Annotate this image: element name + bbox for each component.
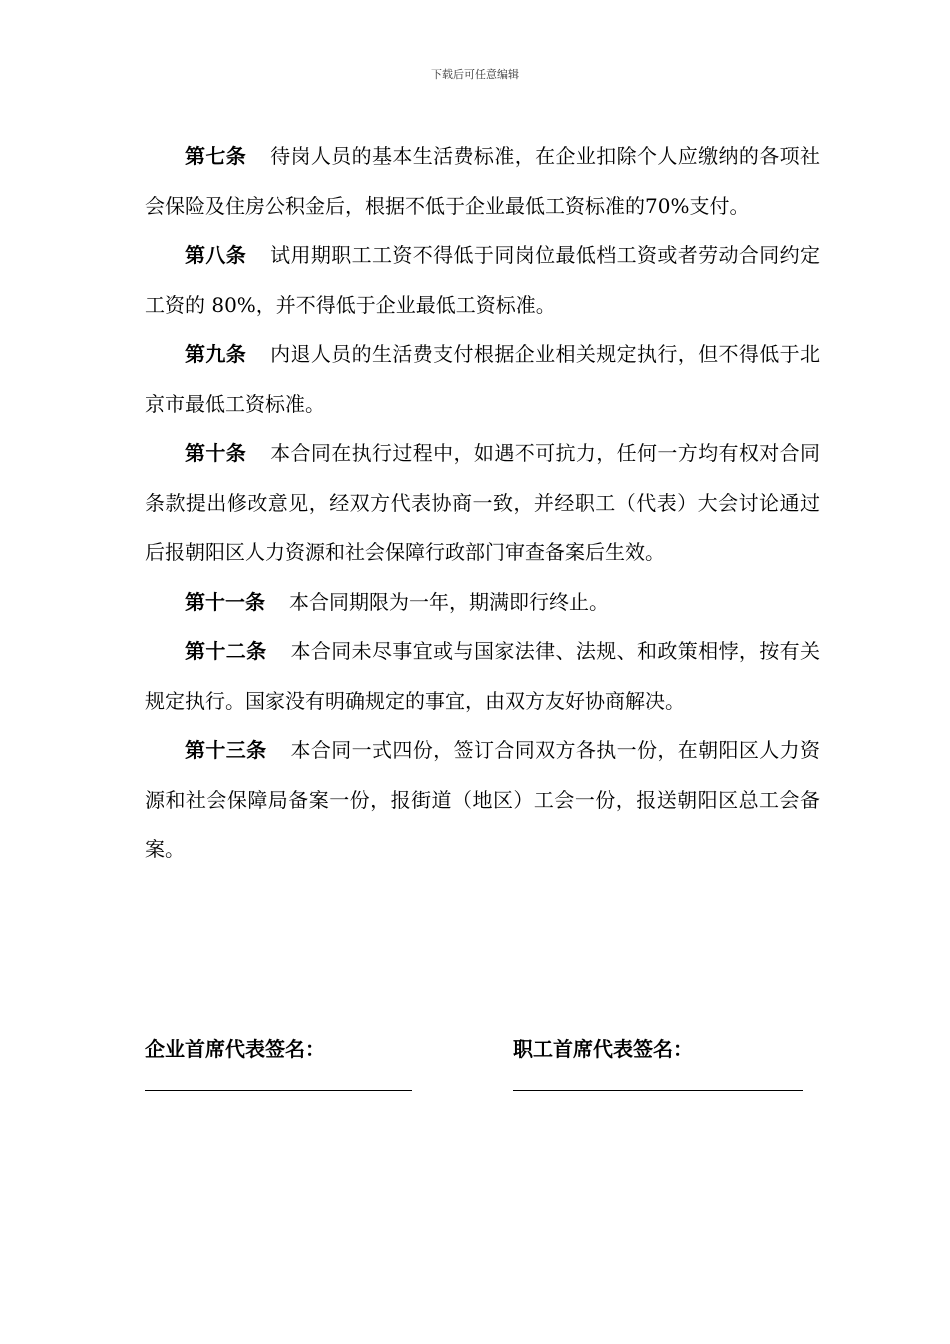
article-heading: 第十二条: [185, 639, 267, 663]
article-9: [145, 330, 820, 429]
article-heading: 第十一条: [185, 589, 265, 614]
article-text: 本合同未尽事宜或与国家法律、法规、和政策相悖，按有关规定执行。国家没有明确规定的事宜，由双方友好协商解决。: [145, 639, 821, 713]
article-13: [145, 726, 820, 875]
article-heading: 第七条: [185, 144, 247, 168]
page-header: 下载后可任意编辑: [431, 68, 519, 81]
article-text: 内退人员的生活费支付根据企业相关规定执行，但不得低于北京市最低工资标准。: [145, 342, 821, 416]
article-text: 待岗人员的基本生活费标准，在企业扣除个人应缴纳的各项社会保险及住房公积金后，根据不低于企业最低工资标准的70%支付。: [145, 144, 821, 218]
article-heading: 第八条: [185, 243, 247, 267]
article-heading: 第十条: [185, 441, 247, 465]
article-heading: 第十三条: [185, 738, 267, 762]
enterprise-signature-label: 企业首席代表签名：: [145, 1037, 325, 1061]
contract-body: [145, 132, 820, 875]
enterprise-signature-line: [145, 1090, 412, 1091]
article-text: 本合同期限为一年，期满即行终止。: [289, 589, 609, 614]
employee-signature-label: 职工首席代表签名：: [513, 1037, 693, 1061]
article-text: 试用期职工工资不得低于同岗位最低档工资或者劳动合同约定工资的 80%，并不得低于企业最低工资标准。: [145, 243, 821, 317]
article-8: [145, 231, 820, 330]
article-11: [145, 578, 820, 628]
article-heading: 第九条: [185, 342, 247, 366]
article-12: [145, 627, 820, 726]
article-10: [145, 429, 820, 578]
article-text: 本合同在执行过程中，如遇不可抗力，任何一方均有权对合同条款提出修改意见，经双方代表协商一致，并经职工（代表）大会讨论通过后报朝阳区人力资源和社会保障行政部门审查备案后生效。: [145, 441, 821, 564]
article-text: 本合同一式四份，签订合同双方各执一份，在朝阳区人力资源和社会保障局备案一份，报街道（地区）工会一份，报送朝阳区总工会备案。: [145, 738, 821, 861]
article-7: [145, 132, 820, 231]
employee-signature-line: [513, 1090, 803, 1091]
